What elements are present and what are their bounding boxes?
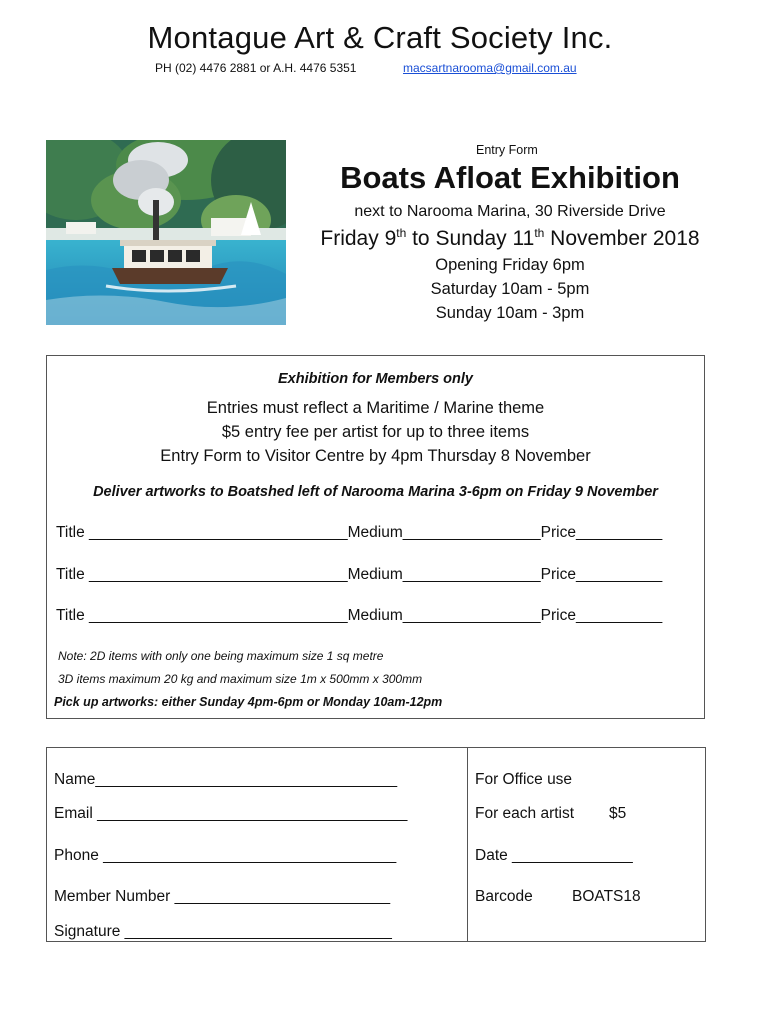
entry-form-label: Entry Form xyxy=(476,143,538,157)
rule-theme: Entries must reflect a Maritime / Marine theme xyxy=(206,399,545,417)
venue-line: next to Narooma Marina, 30 Riverside Drive xyxy=(354,203,666,220)
rule-deadline: Entry Form to Visitor Centre by 4pm Thursday 8 November xyxy=(160,447,591,465)
email-link[interactable]: macsartnarooma@gmail.com.au xyxy=(403,61,577,75)
office-barcode-value: BOATS18 xyxy=(572,888,641,905)
office-use-heading: For Office use xyxy=(475,771,573,788)
date-rest: November 2018 xyxy=(544,227,700,250)
office-barcode-label: Barcode xyxy=(475,888,533,905)
entry-row-1[interactable]: Title ______________________________Medium________________Price__________ xyxy=(56,524,663,541)
date-from-suffix: th xyxy=(396,226,407,240)
event-dates xyxy=(290,226,730,251)
phone-field[interactable]: Phone __________________________________ xyxy=(54,847,397,864)
name-field[interactable]: Name___________________________________ xyxy=(54,771,398,788)
members-only-heading: Exhibition for Members only xyxy=(278,371,473,387)
rule-fee: $5 entry fee per artist for up to three items xyxy=(221,423,530,441)
date-from: Friday 9 xyxy=(320,227,397,250)
entry-row-3[interactable]: Title ______________________________Medium________________Price__________ xyxy=(56,607,663,624)
entry-row-2[interactable]: Title ______________________________Medium________________Price__________ xyxy=(56,566,663,583)
note-2d-items: Note: 2D items with only one being maximum size 1 sq metre xyxy=(58,649,384,663)
pickup-instructions: Pick up artworks: either Sunday 4pm-6pm or Monday 10am-12pm xyxy=(54,695,443,709)
office-date-field[interactable]: Date ______________ xyxy=(475,847,633,864)
hours-opening: Opening Friday 6pm xyxy=(435,256,585,274)
hours-saturday: Saturday 10am - 5pm xyxy=(430,280,590,298)
signature-field[interactable]: Signature _______________________________ xyxy=(54,923,392,940)
date-to: to Sunday 11 xyxy=(406,227,535,250)
note-3d-items: 3D items maximum 20 kg and maximum size 1m x 500mm x 300mm xyxy=(58,672,423,686)
email-field[interactable]: Email ____________________________________ xyxy=(54,805,408,822)
phone-number: PH (02) 4476 2881 or A.H. 4476 5351 xyxy=(155,61,357,75)
deliver-instructions: Deliver artworks to Boatshed left of Narooma Marina 3-6pm on Friday 9 November xyxy=(93,484,658,500)
details-divider xyxy=(467,747,468,942)
member-number-field[interactable]: Member Number _________________________ xyxy=(54,888,391,905)
date-to-suffix: th xyxy=(534,226,545,240)
office-fee-value: $5 xyxy=(609,805,627,822)
event-title: Boats Afloat Exhibition xyxy=(340,160,680,195)
office-fee-label: For each artist xyxy=(475,805,575,822)
org-title: Montague Art & Craft Society Inc. xyxy=(147,20,613,55)
hours-sunday: Sunday 10am - 3pm xyxy=(435,304,585,322)
contact-line xyxy=(155,61,577,75)
boat-painting-image xyxy=(46,140,286,325)
